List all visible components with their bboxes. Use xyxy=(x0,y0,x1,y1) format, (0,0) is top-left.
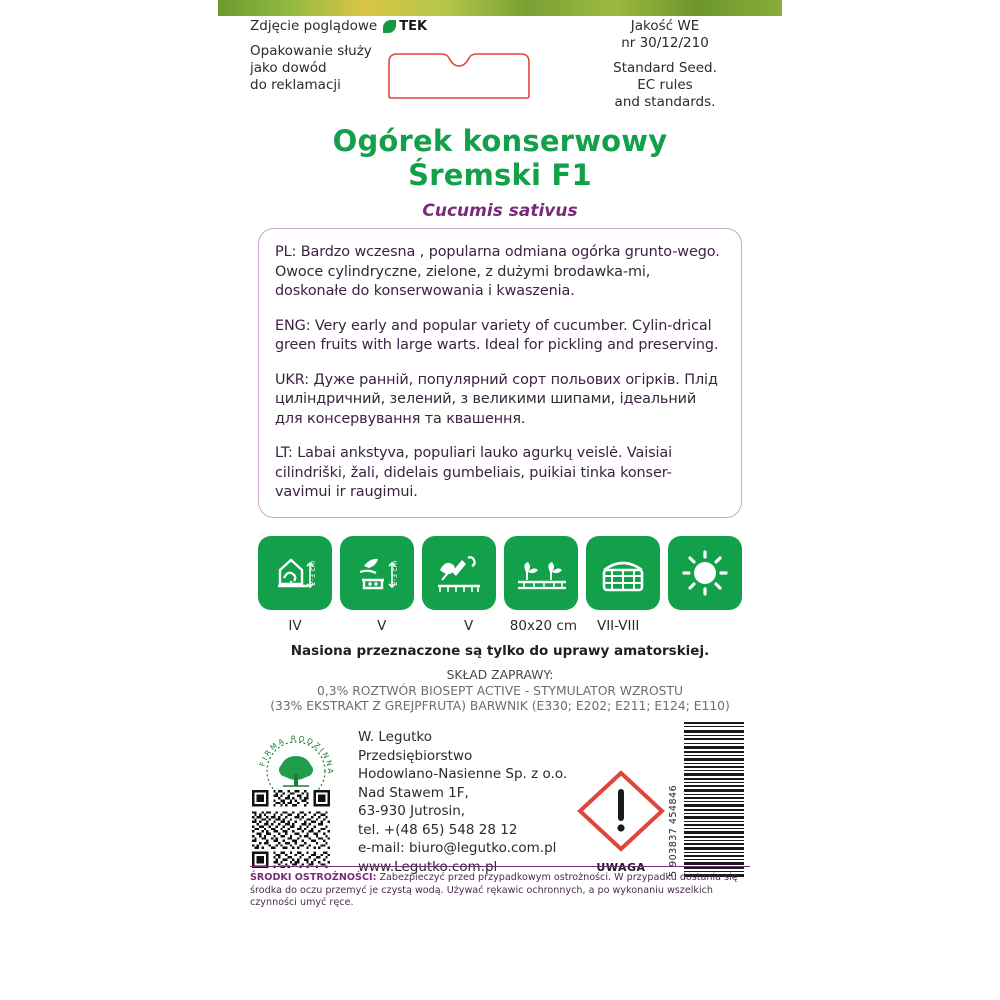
quality-line2: nr 30/12/210 xyxy=(621,35,709,51)
dressing-composition xyxy=(0,668,1000,715)
hand-sowing-icon xyxy=(340,536,414,610)
standard-line3: and standards. xyxy=(614,94,716,110)
safety-precautions xyxy=(250,866,750,910)
leaf-icon xyxy=(383,20,396,33)
company-line1: W. Legutko xyxy=(358,729,432,745)
sowing-depth-label: 2-3 cm xyxy=(391,560,400,586)
caption-planting: V xyxy=(463,618,474,634)
company-phone: tel. +(48 65) 548 28 12 xyxy=(358,821,518,838)
hang-hole-diecut xyxy=(385,48,533,100)
safety-precautions-text: Zabezpieczyć przed przypadkowym ostrożności. W przypadku dostania się środka do oczu przemyć je czystą wodą. Używać rękawic ochronnych, a po wykonaniu wszelkich czynności umyć ręce. xyxy=(250,872,738,908)
qr-code[interactable] xyxy=(252,790,330,868)
product-name-line1: Ogórek konserwowy xyxy=(332,124,668,158)
description-ukr: UKR: Дуже ранній, популярний сорт польових огірків. Плід циліндричний, зелений, з великими шипами, ідеальний для консервування та квашення. xyxy=(275,371,718,427)
planting-tools-icon xyxy=(422,536,496,610)
company-website[interactable]: www.Legutko.com.pl xyxy=(358,858,498,875)
latin-name: Cucumis sativus xyxy=(422,201,578,221)
caption-harvest: VII-VIII xyxy=(596,618,640,634)
caption-sowing-indoor: IV xyxy=(288,618,302,634)
caption-spacing: 80x20 cm xyxy=(509,618,577,634)
pictogram-row xyxy=(258,536,742,612)
company-line2: Przedsiębiorstwo xyxy=(358,747,473,764)
company-line3: Hodowlano-Nasienne Sp. z o.o. xyxy=(358,766,568,782)
quality-line1: Jakość WE xyxy=(630,18,700,34)
barcode xyxy=(668,722,746,877)
svg-text:FIRMA RODZINNA: FIRMA RODZINNA xyxy=(257,733,336,776)
product-photo-strip xyxy=(218,0,782,16)
caption-sun xyxy=(668,618,742,638)
standard-line1: Standard Seed. xyxy=(613,60,717,76)
barcode-bars xyxy=(684,722,744,877)
description-pl: PL: Bardzo wczesna , popularna odmiana ogórka grunto-wego. Owoce cylindryczne, zielone, z dużymi brodawka-mi, doskonałe do konserwowania i kwaszenia. xyxy=(275,244,720,299)
company-address xyxy=(358,728,567,876)
caption-sowing-outdoor: V xyxy=(377,618,387,634)
dressing-line1: 0,3% ROZTWÓR BIOSEPT ACTIVE - STYMULATOR WZROSTU xyxy=(317,683,683,698)
packaging-note-line1: Opakowanie służy xyxy=(250,43,372,59)
packaging-note-line3: do reklamacji xyxy=(250,77,341,93)
description-box xyxy=(258,228,742,518)
hazard-label: UWAGA xyxy=(596,861,646,874)
dressing-line2: (33% EKSTRAKT Z GREJPFRUTA) BARWNIK (E330; E202; E211; E124; E110) xyxy=(270,699,730,713)
company-line5: 63-930 Jutrosin, xyxy=(358,803,466,819)
company-email: e-mail: biuro@legutko.com.pl xyxy=(358,840,557,856)
safety-precautions-title: ŚRODKI OSTROŻNOŚCI: xyxy=(250,872,377,883)
greenhouse-depth-label: 2-3 cm xyxy=(309,560,318,586)
pictogram-captions xyxy=(258,618,742,638)
tek-logo-text: TEK xyxy=(399,19,428,34)
company-line4: Nad Stawem 1F, xyxy=(358,784,469,801)
amateur-use-note: Nasiona przeznaczone są tylko do uprawy amatorskiej. xyxy=(290,643,710,659)
row-spacing-icon xyxy=(504,536,578,610)
sun-icon xyxy=(668,536,742,610)
header-right xyxy=(580,18,750,111)
tek-logo xyxy=(383,18,427,35)
dressing-title: SKŁAD ZAPRAWY: xyxy=(446,668,554,682)
packaging-note-line2: jako dowód xyxy=(250,60,327,76)
standard-line2: EC rules xyxy=(637,77,693,93)
product-name-line2: Śremski F1 xyxy=(408,158,592,192)
greenhouse-sowing-icon xyxy=(258,536,332,610)
description-eng: ENG: Very early and popular variety of cucumber. Cylin-drical green fruits with large warts. Ideal for pickling and preserving. xyxy=(275,317,719,353)
hazard-pictogram xyxy=(575,768,667,876)
photo-illustrative-label: Zdjęcie poglądowe xyxy=(250,18,378,34)
harvest-basket-icon xyxy=(586,536,660,610)
title-block xyxy=(0,124,1000,221)
barcode-number: 5 903837 454846 xyxy=(668,784,679,877)
description-lt: LT: Labai ankstyva, populiari lauko agurkų veislė. Vaisiai cilindriški, žali, didelais gumbeliais, puikiai tinka konser-vavimui ir raugimui. xyxy=(275,445,673,500)
